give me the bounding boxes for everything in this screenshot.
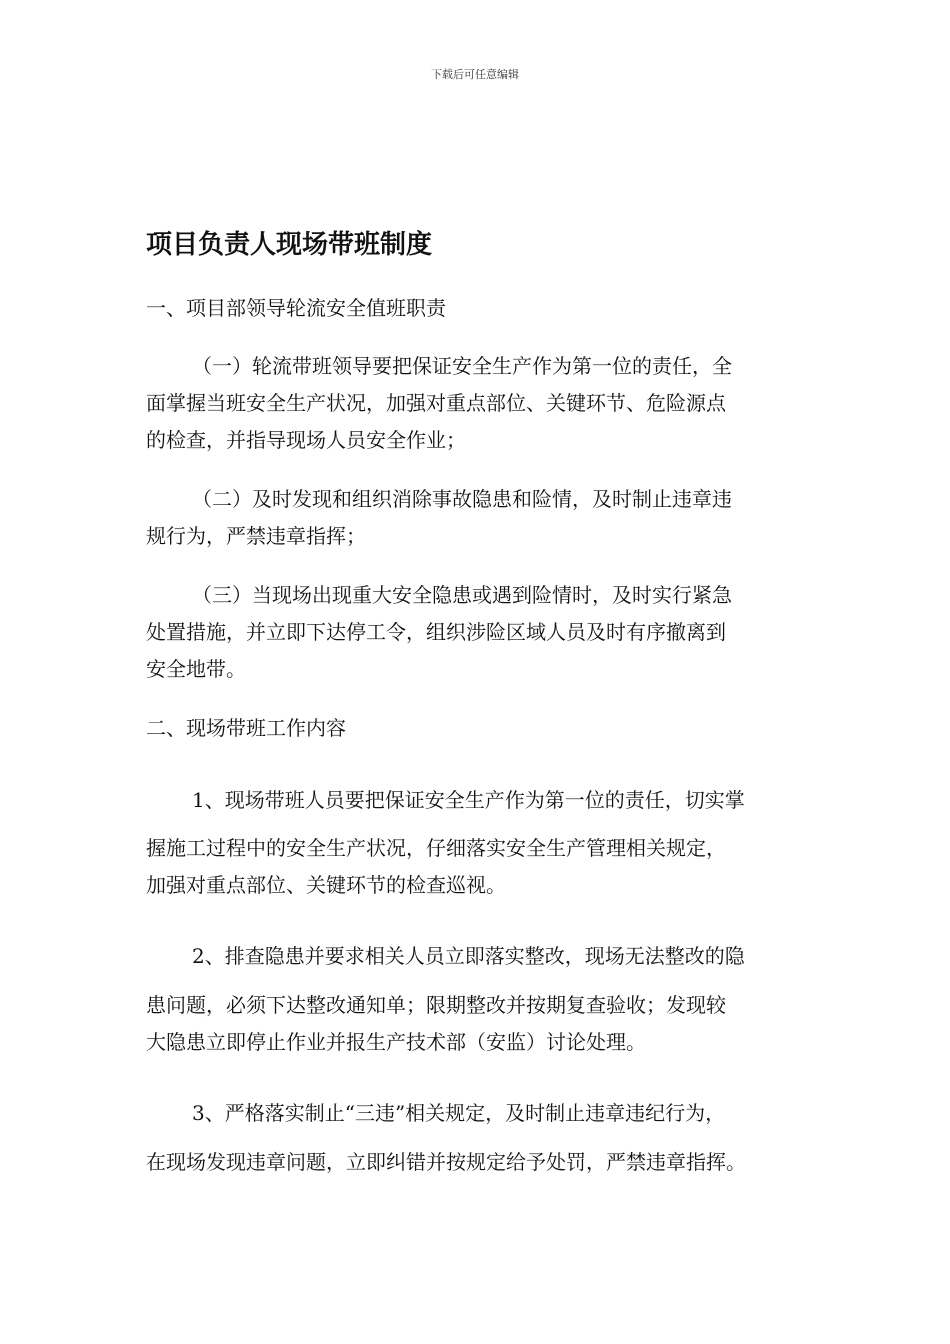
s2-item1-line3: 加强对重点部位、关键环节的检查巡视。: [146, 873, 506, 897]
s2-item1-line1: 1、现场带班人员要把保证安全生产作为第一位的责任，切实掌: [192, 788, 745, 812]
s1-item2-line2: 规行为，严禁违章指挥；: [146, 524, 366, 548]
section-2-heading: 二、现场带班工作内容: [146, 716, 346, 740]
s1-item1-line1: （一）轮流带班领导要把保证安全生产作为第一位的责任，全: [192, 354, 732, 378]
s2-item3-line1: 3、严格落实制止“三违”相关规定，及时制止违章违纪行为，: [192, 1101, 726, 1125]
s1-item1-line3: 的检查，并指导现场人员安全作业；: [146, 428, 466, 452]
s1-item2-line1: （二）及时发现和组织消除事故隐患和险情，及时制止违章违: [192, 487, 732, 511]
s1-item3-line3: 安全地带。: [146, 657, 246, 681]
section-1-heading: 一、项目部领导轮流安全值班职责: [146, 296, 446, 320]
s2-item2-line2: 患问题，必须下达整改通知单；限期整改并按期复查验收；发现较: [146, 993, 726, 1017]
document-title: 项目负责人现场带班制度: [146, 230, 433, 260]
s2-item2-line1: 2、排查隐患并要求相关人员立即落实整改，现场无法整改的隐: [192, 944, 745, 968]
s2-item2-line3: 大隐患立即停止作业并报生产技术部（安监）讨论处理。: [146, 1030, 646, 1054]
s2-item1-line2: 握施工过程中的安全生产状况，仔细落实安全生产管理相关规定，: [146, 836, 726, 860]
s1-item3-line1: （三）当现场出现重大安全隐患或遇到险情时，及时实行紧急: [192, 583, 732, 607]
s2-item3-line2: 在现场发现违章问题，立即纠错并按规定给予处罚，严禁违章指挥。: [146, 1150, 746, 1174]
s1-item3-line2: 处置措施，并立即下达停工令，组织涉险区域人员及时有序撤离到: [146, 620, 726, 644]
page-header: 下载后可任意编辑: [431, 68, 519, 81]
s1-item1-line2: 面掌握当班安全生产状况，加强对重点部位、关键环节、危险源点: [146, 391, 726, 415]
